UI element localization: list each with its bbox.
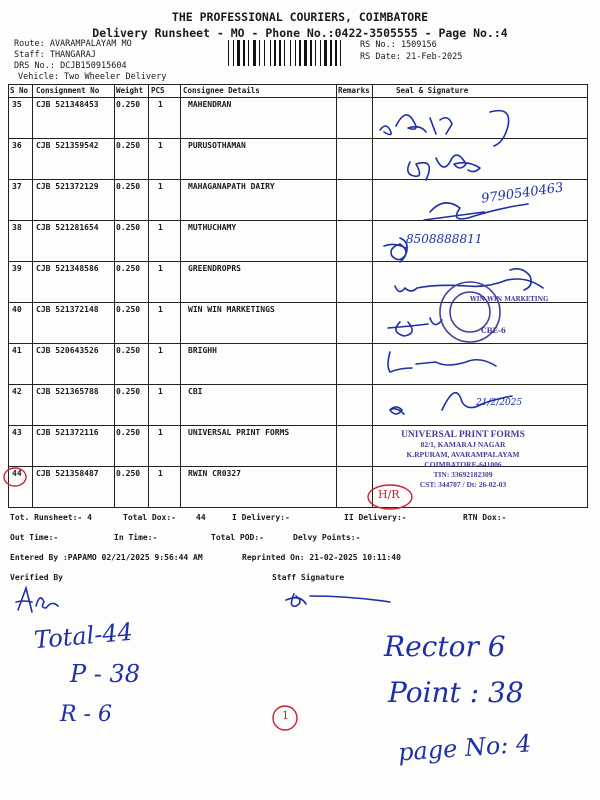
cell-consignee: MUTHUCHAMY — [188, 223, 237, 232]
cell-consignee: GREENDROPRS — [188, 264, 241, 273]
cell-pcs: 1 — [158, 100, 163, 109]
stamp-bottom-text: CBE-6 — [481, 326, 506, 335]
cell-pcs: 1 — [158, 182, 163, 191]
cell-pcs: 1 — [158, 141, 163, 150]
stamp-line-6: CST: 344707 / Dt: 26-02-03 — [419, 480, 507, 489]
drs-label: DRS No.: — [14, 61, 55, 71]
cell-weight: 0.250 — [116, 387, 141, 396]
cell-pcs: 1 — [158, 387, 163, 396]
verified-by-label: Verified By — [10, 573, 63, 582]
rtn-dox: RTN Dox:- — [463, 513, 507, 522]
i-delivery: I Delivery:- — [232, 513, 290, 522]
cell-weight: 0.250 — [116, 100, 141, 109]
cell-pcs: 1 — [158, 428, 163, 437]
staff-signature-label: Staff Signature — [272, 573, 345, 582]
note-p: P - 38 — [70, 660, 141, 688]
header-seal-signature: Seal & Signature — [396, 86, 469, 95]
cell-pcs: 1 — [158, 264, 163, 273]
out-time: Out Time:- — [10, 533, 59, 542]
vehicle-label: Vehicle: Two Wheeler Delivery — [18, 72, 167, 82]
stamp-line-1: UNIVERSAL PRINT FORMS — [401, 430, 525, 440]
company-title: THE PROFESSIONAL COURIERS, COIMBATORE — [171, 10, 429, 24]
staff-label: Staff: THANGARAJ — [14, 50, 96, 60]
cell-weight: 0.250 — [116, 469, 141, 478]
cell-weight: 0.250 — [116, 182, 141, 191]
signature-row-39 — [395, 269, 543, 292]
in-time: In Time:- — [114, 533, 158, 542]
cell-sno: 35 — [12, 100, 22, 109]
rs-date: RS Date: 21-Feb-2025 — [360, 52, 463, 62]
signature-row-38 — [384, 238, 407, 262]
phone-number-2: 8508888811 — [406, 232, 483, 246]
cell-sno: 40 — [12, 305, 22, 314]
cell-sno: 43 — [12, 428, 22, 437]
signature-row-41 — [388, 352, 496, 372]
cell-consignment: CJB 521365788 — [36, 387, 99, 396]
note-page: page No: 4 — [397, 729, 533, 767]
cell-sno: 44 — [12, 469, 22, 478]
cell-consignment: CJB 521372116 — [36, 428, 99, 437]
header-consignment: Consignment No — [36, 86, 100, 95]
cell-consignment: CJB 521359542 — [36, 141, 99, 150]
drs-number — [14, 61, 127, 72]
total-dox-value: 44 — [196, 513, 206, 522]
note-r: R - 6 — [60, 702, 112, 727]
staff-signature — [286, 594, 390, 606]
cell-consignee: MAHAGANAPATH DAIRY — [188, 182, 275, 191]
stamp-line-2: 82/1, KAMARAJ NAGAR — [420, 440, 506, 449]
cell-consignee: BRIGHH — [188, 346, 217, 355]
note-total: Total-44 — [32, 617, 134, 655]
reprinted-on: Reprinted On: 21-02-2025 10:11:40 — [242, 553, 401, 562]
cell-consignment: CJB 521281654 — [36, 223, 99, 232]
rs-number: RS No.: 1509156 — [360, 40, 437, 50]
header-pcs: PCS — [151, 86, 165, 95]
row-44-red-circle — [2, 466, 28, 488]
phone-number-1: 9790540463 — [480, 180, 565, 207]
total-runsheet: Tot. Runsheet:- 4 — [10, 513, 92, 522]
cell-sno: 36 — [12, 141, 22, 150]
cell-consignment: CJB 521348586 — [36, 264, 99, 273]
header-consignee: Consignee Details — [183, 86, 260, 95]
cell-weight: 0.250 — [116, 141, 141, 150]
signature-row-36 — [408, 155, 480, 180]
cell-consignee: RWIN CR0327 — [188, 469, 241, 478]
header-remarks: Remarks — [338, 86, 370, 95]
delivery-date-note: 21/2/2025 — [476, 398, 523, 408]
cell-weight: 0.250 — [116, 264, 141, 273]
note-rector: Rector 6 — [384, 630, 506, 663]
header-weight: Weight — [116, 86, 144, 95]
cell-weight: 0.250 — [116, 428, 141, 437]
cell-pcs: 1 — [158, 223, 163, 232]
ii-delivery: II Delivery:- — [344, 513, 407, 522]
total-dox-label: Total Dox:- — [123, 513, 176, 522]
universal-stamp — [378, 430, 548, 490]
cell-consignment: CJB 521358487 — [36, 469, 99, 478]
stamp-line-3: K.RPURAM, AVARAMPALAYAM — [406, 450, 520, 459]
cell-weight: 0.250 — [116, 346, 141, 355]
delivery-points: Delvy Points:- — [293, 533, 361, 542]
cell-consignee: PURUSOTHAMAN — [188, 141, 246, 150]
note-circled-one: 1 — [282, 709, 289, 722]
cell-pcs: 1 — [158, 305, 163, 314]
note-point: Point : 38 — [388, 676, 524, 709]
cell-consignee: MAHENDRAN — [188, 100, 232, 109]
cell-sno: 39 — [12, 264, 22, 273]
hr-note: H/R — [378, 488, 400, 501]
cell-pcs: 1 — [158, 469, 163, 478]
drs-value: DCJB150915604 — [60, 61, 127, 71]
signature-row-37 — [424, 203, 528, 220]
cell-sno: 38 — [12, 223, 22, 232]
footer-signatures — [10, 580, 410, 620]
stamp-line-5: TIN: 33692182309 — [433, 470, 493, 479]
cell-sno: 37 — [12, 182, 22, 191]
stamp-line-4: COIMBATORE-641006 — [424, 460, 502, 469]
cell-sno: 42 — [12, 387, 22, 396]
signature-row-35 — [380, 111, 509, 146]
total-pod: Total POD:- — [211, 533, 264, 542]
cell-pcs: 1 — [158, 346, 163, 355]
entered-by: Entered By :PAPAMO 02/21/2025 9:56:44 AM — [10, 553, 203, 562]
cell-consignment: CJB 521372148 — [36, 305, 99, 314]
route-label: Route: AVARAMPALAYAM MO — [14, 39, 132, 49]
verified-signature — [16, 588, 58, 612]
cell-consignment: CJB 521348453 — [36, 100, 99, 109]
runsheet-subtitle: Delivery Runsheet - MO - Phone No.:0422-3505555 - Page No.:4 — [92, 26, 508, 40]
cell-weight: 0.250 — [116, 223, 141, 232]
header-sno: S No — [10, 86, 29, 95]
stamp-top-text: WIN WIN MARKETING — [470, 296, 549, 303]
cell-consignment: CJB 520643526 — [36, 346, 99, 355]
cell-consignee: WIN WIN MARKETINGS — [188, 305, 275, 314]
cell-sno: 41 — [12, 346, 22, 355]
cell-consignee: UNIVERSAL PRINT FORMS — [188, 428, 290, 437]
cell-weight: 0.250 — [116, 305, 141, 314]
cell-consignment: CJB 521372129 — [36, 182, 99, 191]
cell-consignee: CBI — [188, 387, 203, 396]
signature-row-40 — [388, 318, 442, 336]
barcode-image — [228, 40, 352, 66]
